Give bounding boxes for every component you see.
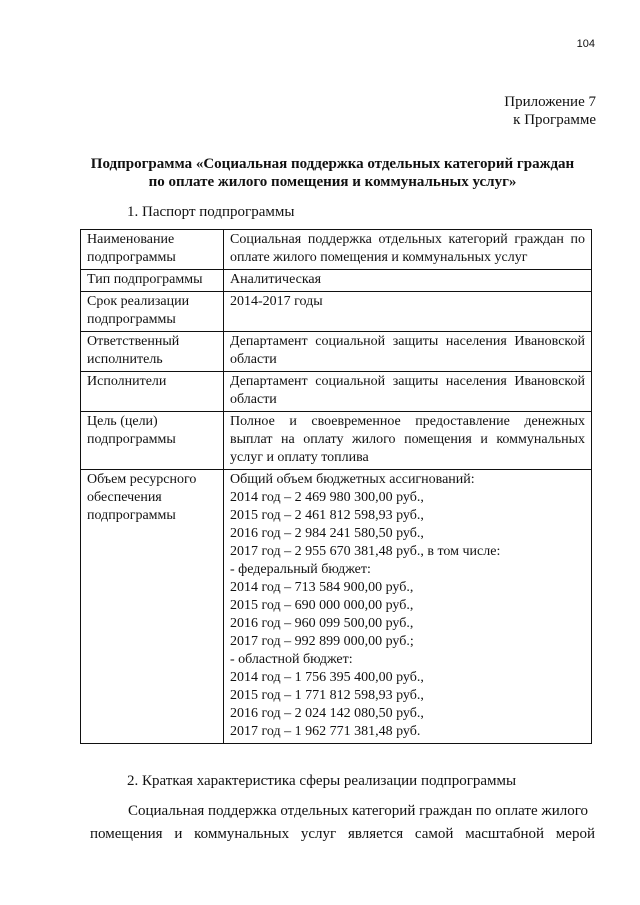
row-label: Тип подпрограммы bbox=[81, 270, 224, 292]
table-row bbox=[81, 412, 592, 470]
characteristics-heading: 2. Краткая характеристика сферы реализации подпрограммы bbox=[127, 773, 517, 789]
budget-value bbox=[224, 470, 592, 744]
page-number: 104 bbox=[576, 38, 595, 50]
budget-line: 2015 год – 2 461 812 598,93 руб., bbox=[230, 508, 424, 523]
row-label: Исполнители bbox=[81, 372, 224, 412]
budget-line: 2016 год – 2 984 241 580,50 руб., bbox=[230, 526, 424, 541]
budget-line: 2014 год – 2 469 980 300,00 руб., bbox=[230, 490, 424, 505]
title-line-2: по оплате жилого помещения и коммунальных услуг» bbox=[148, 174, 517, 190]
budget-line: 2015 год – 690 000 000,00 руб., bbox=[230, 598, 414, 613]
row-label: Объем ресурсного обеспечения подпрограммы bbox=[81, 470, 224, 744]
budget-line: Общий объем бюджетных ассигнований: bbox=[230, 472, 475, 487]
budget-line: 2017 год – 2 955 670 381,48 руб., в том числе: bbox=[230, 544, 501, 559]
row-label: Наименование подпрограммы bbox=[81, 230, 224, 270]
paragraph-line-2: помещения и коммунальных услуг является самой масштабной мерой bbox=[90, 826, 595, 842]
budget-line: 2016 год – 2 024 142 080,50 руб., bbox=[230, 706, 424, 721]
title-line-1: Подпрограмма «Социальная поддержка отдельных категорий граждан bbox=[90, 156, 575, 172]
budget-line: 2017 год – 992 899 000,00 руб.; bbox=[230, 634, 414, 649]
budget-line: 2014 год – 1 756 395 400,00 руб., bbox=[230, 670, 424, 685]
appendix-label bbox=[504, 93, 596, 129]
row-value: Социальная поддержка отдельных категорий граждан по оплате жилого помещения и коммунальных услуг bbox=[224, 230, 592, 270]
table-row bbox=[81, 270, 592, 292]
budget-line: 2015 год – 1 771 812 598,93 руб., bbox=[230, 688, 424, 703]
passport-heading: 1. Паспорт подпрограммы bbox=[127, 204, 295, 220]
budget-line: 2016 год – 960 099 500,00 руб., bbox=[230, 616, 414, 631]
row-value: Департамент социальной защиты населения Ивановской области bbox=[224, 332, 592, 372]
row-label: Ответственный исполнитель bbox=[81, 332, 224, 372]
budget-line: - областной бюджет: bbox=[230, 652, 353, 667]
row-label: Цель (цели) подпрограммы bbox=[81, 412, 224, 470]
table-row bbox=[81, 372, 592, 412]
appendix-line-1: Приложение 7 bbox=[504, 94, 596, 110]
paragraph-line-1: Социальная поддержка отдельных категорий граждан по оплате жилого bbox=[128, 803, 589, 819]
table-row bbox=[81, 230, 592, 270]
budget-line: - федеральный бюджет: bbox=[230, 562, 371, 577]
row-value: 2014-2017 годы bbox=[224, 292, 592, 332]
appendix-line-2: к Программе bbox=[513, 112, 596, 128]
budget-line: 2017 год – 1 962 771 381,48 руб. bbox=[230, 724, 421, 739]
row-value: Полное и своевременное предоставление денежных выплат на оплату жилого помещения и коммунальных услуг и оплату топлива bbox=[224, 412, 592, 470]
body-paragraph bbox=[90, 800, 595, 846]
row-value: Департамент социальной защиты населения Ивановской области bbox=[224, 372, 592, 412]
row-label: Срок реализации подпрограммы bbox=[81, 292, 224, 332]
subprogram-title bbox=[80, 155, 585, 191]
row-value: Аналитическая bbox=[224, 270, 592, 292]
table-row bbox=[81, 332, 592, 372]
table-row bbox=[81, 292, 592, 332]
budget-line: 2014 год – 713 584 900,00 руб., bbox=[230, 580, 414, 595]
table-row bbox=[81, 470, 592, 744]
passport-table bbox=[80, 229, 592, 744]
